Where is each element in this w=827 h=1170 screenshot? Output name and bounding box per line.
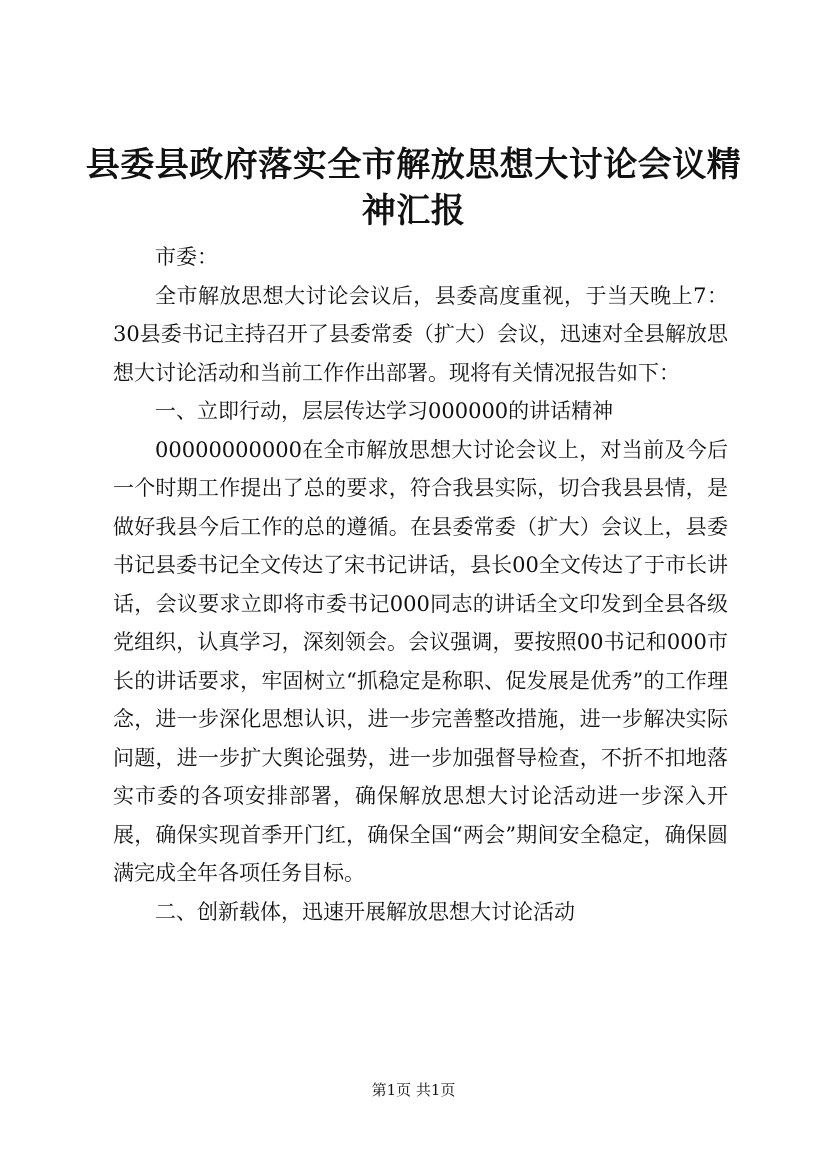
section-heading-1: 一、立即行动，层层传达学习000000的讲话精神: [155, 399, 614, 423]
section-heading-2: 二、创新载体，迅速开展解放思想大讨论活动: [155, 899, 575, 924]
salutation: 市委：: [155, 245, 218, 269]
paragraph-intro: 全市解放思想大讨论会议后，县委高度重视，于当天晚上7：30县委书记主持召开了县委常委（扩大）会议，迅速对全县解放思想大讨论活动和当前工作作出部署。现将有关情况报告如下：: [113, 283, 728, 385]
page-number-footer: 第1页 共1页: [371, 1081, 456, 1099]
document-body: [113, 238, 728, 931]
paragraph-section-1: 00000000000在全市解放思想大讨论会议上，对当前及今后一个时期工作提出了总的要求，符合我县实际，切合我县县情，是做好我县今后工作的总的遵循。在县委常委（扩大）会议上，县委书记县委书记全文传达了宋书记讲话，县长00全文传达了于市长讲话，会议要求立即将市委书记000同志的讲话全文印发到全县各级党组织，认真学习，深刻领会。会议强调，要按照00书记和000市长的讲话要求，牢固树立“抓稳定是称职、促发展是优秀”的工作理念，进一步深化思想认识，进一步完善整改措施，进一步解决实际问题，进一步扩大舆论强势，进一步加强督导检查，不折不扣地落实市委的各项安排部署，确保解放思想大讨论活动进一步深入开展，确保实现首季开门红，确保全国“两会”期间安全稳定，确保圆满完成全年各项任务目标。: [113, 437, 728, 885]
document-title: 县委县政府落实全市解放思想大讨论会议精神汇报: [85, 145, 742, 231]
